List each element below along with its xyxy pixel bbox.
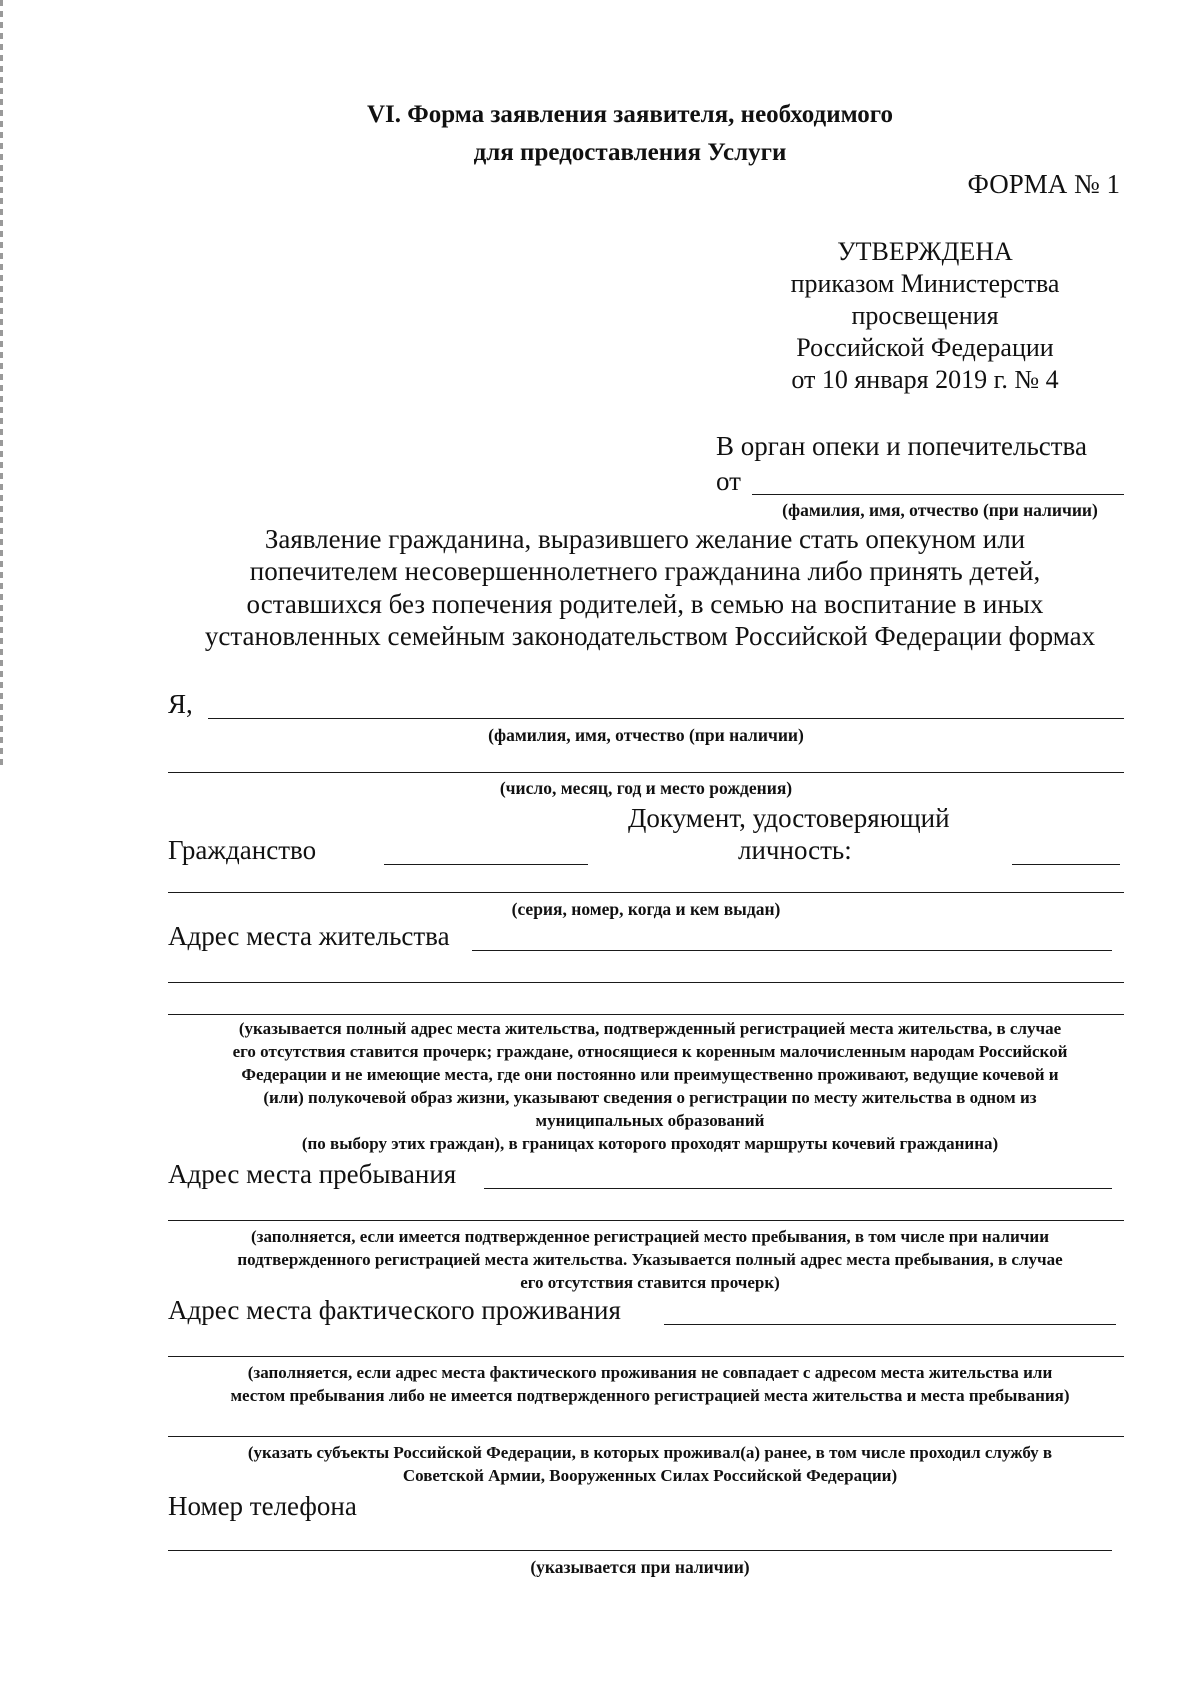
actual-address-hint-1: (заполняется, если адрес места фактического проживания не совпадает с адресом места жительства или: [247, 1363, 1053, 1382]
citizenship-label: Гражданство: [168, 835, 317, 865]
stay-hint-3: его отсутствия ставится прочерк): [520, 1273, 780, 1292]
id-doc-details-line[interactable]: [168, 892, 1124, 893]
application-title-line-1: Заявление гражданина, выразившего желание стать опекуном или: [264, 524, 1026, 554]
fio-hint: (фамилия, имя, отчество (при наличии): [488, 725, 804, 745]
approval-ministry: просвещения: [851, 301, 999, 330]
approval-federation: Российской Федерации: [796, 333, 1054, 362]
phone-hint: (указывается при наличии): [530, 1557, 750, 1577]
phone-input-line[interactable]: [168, 1550, 1112, 1551]
actual-address-input-line[interactable]: [664, 1324, 1116, 1325]
stay-label: Адрес места пребывания: [168, 1159, 457, 1189]
id-doc-label-line-1: Документ, удостоверяющий: [628, 803, 950, 833]
approval-order: приказом Министерства: [790, 269, 1060, 298]
residence-hint-5: муниципальных образований: [535, 1111, 765, 1130]
residence-label: Адрес места жительства: [168, 921, 450, 951]
stay-hint-2: подтвержденного регистрацией места жительства. Указывается полный адрес места пребывания, в случае: [237, 1250, 1063, 1269]
residence-input-line[interactable]: [472, 950, 1112, 951]
actual-address-label: Адрес места фактического проживания: [168, 1295, 621, 1325]
residence-hint-1: (указывается полный адрес места жительства, подтвержденный регистрацией места жительства, в случае: [238, 1019, 1062, 1038]
scan-edge-artifact: [0, 0, 3, 770]
form-number: ФОРМА № 1: [967, 169, 1120, 199]
fio-input-line[interactable]: [208, 718, 1124, 719]
from-input-line[interactable]: [752, 494, 1124, 495]
section-title-line-2: для предоставления Услуги: [473, 139, 787, 166]
section-title-line-1: VI. Форма заявления заявителя, необходимого: [366, 101, 894, 128]
regions-hint-1: (указать субъекты Российской Федерации, в которых проживал(а) ранее, в том числе проходил службу в: [247, 1443, 1053, 1462]
id-doc-label-line-2: личность:: [738, 835, 852, 865]
id-doc-hint: (серия, номер, когда и кем выдан): [511, 899, 781, 919]
i-label: Я,: [168, 689, 193, 719]
approval-date: от 10 января 2019 г. № 4: [791, 365, 1059, 394]
residence-hint-3: Федерации и не имеющие места, где они постоянно или преимущественно проживают, ведущие кочевой и: [241, 1065, 1059, 1084]
phone-label: Номер телефона: [168, 1491, 357, 1521]
regions-input-line[interactable]: [168, 1436, 1124, 1437]
addressee-authority: В орган опеки и попечительства: [716, 431, 1087, 461]
residence-input-line-2[interactable]: [168, 982, 1124, 983]
stay-input-line-2[interactable]: [168, 1220, 1124, 1221]
birth-hint: (число, месяц, год и место рождения): [499, 778, 793, 798]
residence-hint-6: (по выбору этих граждан), в границах которого проходят маршруты кочевий гражданина): [301, 1134, 999, 1153]
application-title-line-2: попечителем несовершеннолетнего гражданина либо принять детей,: [249, 556, 1041, 586]
residence-input-line-3[interactable]: [168, 1014, 1124, 1015]
stay-hint-1: (заполняется, если имеется подтвержденное регистрацией место пребывания, в том числе при наличии: [250, 1227, 1050, 1246]
from-label: от: [716, 466, 741, 496]
residence-hint-2: его отсутствия ставится прочерк; граждане, относящиеся к коренным малочисленным народам Российской: [232, 1042, 1068, 1061]
actual-address-input-line-2[interactable]: [168, 1356, 1124, 1357]
id-doc-input-line[interactable]: [1012, 864, 1120, 865]
stay-input-line[interactable]: [484, 1188, 1112, 1189]
actual-address-hint-2: местом пребывания либо не имеется подтвержденного регистрацией места жительства и места пребывания): [230, 1386, 1070, 1405]
residence-hint-4: (или) полукочевой образ жизни, указывают сведения о регистрации по месту жительства в одном из: [263, 1088, 1037, 1107]
regions-hint-2: Советской Армии, Вооруженных Силах Российской Федерации): [402, 1466, 898, 1485]
approval-stamp: УТВЕРЖДЕНА: [837, 237, 1013, 266]
from-hint: (фамилия, имя, отчество (при наличии): [782, 500, 1098, 520]
application-title-line-3: оставшихся без попечения родителей, в семью на воспитание в иных: [246, 589, 1044, 619]
application-title-line-4: установленных семейным законодательством Российской Федерации формах: [204, 621, 1096, 651]
birth-input-line[interactable]: [168, 772, 1124, 773]
citizenship-input-line[interactable]: [384, 864, 588, 865]
